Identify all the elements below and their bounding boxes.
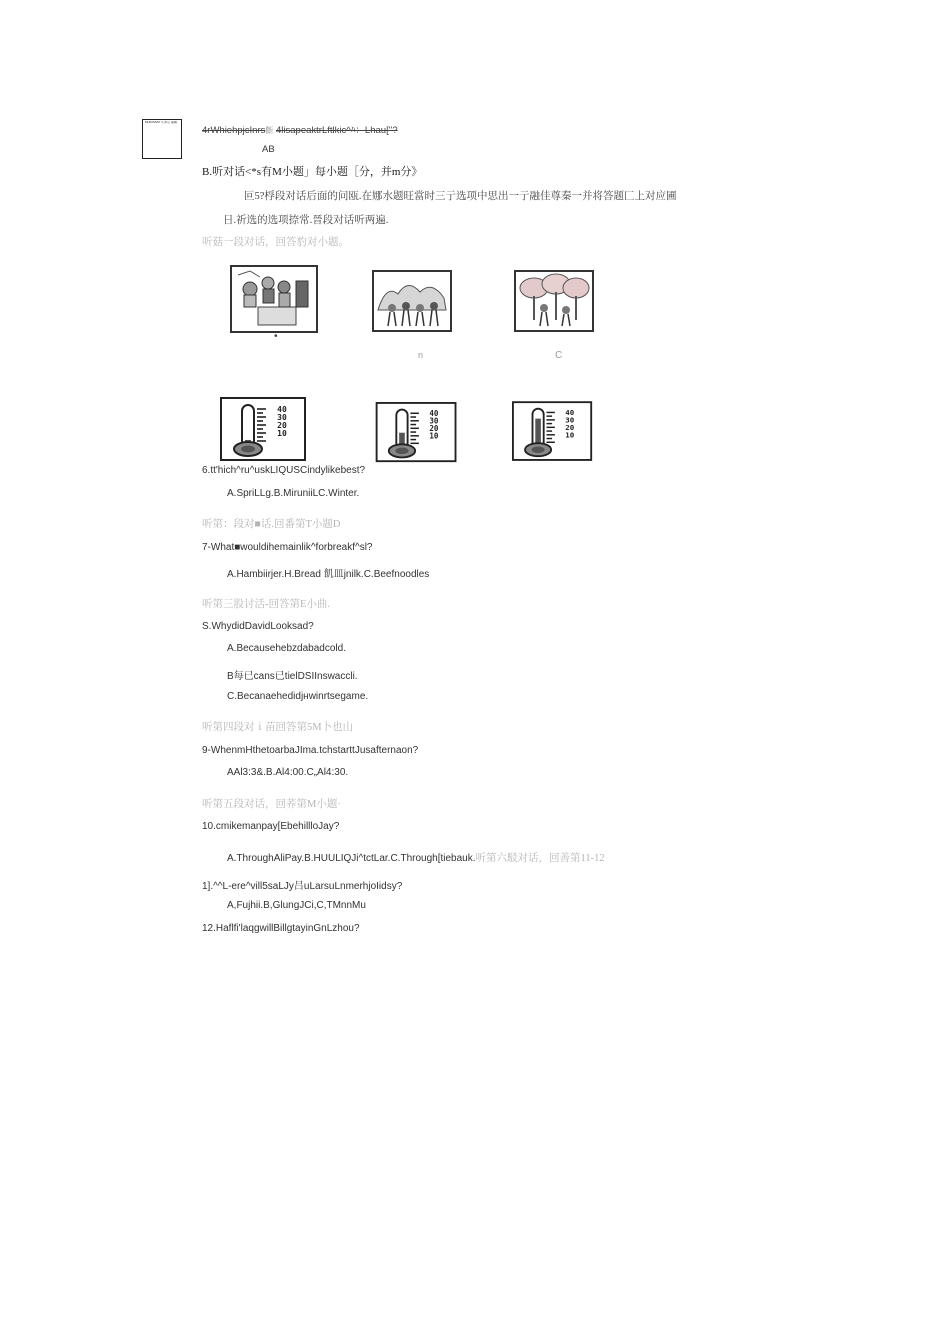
- question-6-options: A.SpriLLg.B.MiruniiLC.Winter.: [227, 488, 360, 499]
- thermometer-b-icon: [375, 402, 459, 464]
- dialog6-intro: 听第六駁对话，回善第11-12: [475, 853, 605, 864]
- question-7: 7-What■wouldihemainlik^forbreakf^sl?: [202, 542, 373, 553]
- dialog1-intro: 听菇一段对话，回答豹对小题。: [202, 237, 349, 248]
- picture-label-b: n: [418, 350, 424, 360]
- section-b-instruction-2: 日.祈选的选项捺常.晉段对话听两遍.: [223, 215, 389, 226]
- dialog5-intro: 听第五段对话，回荞第M小题·: [202, 799, 341, 810]
- picture-c-winter-icon: [514, 270, 596, 334]
- thermometer-scale-label: 30: [565, 415, 575, 425]
- thermometer-scale-label: 40: [429, 409, 439, 419]
- thermometer-scale-label: 20: [565, 423, 575, 433]
- question-8-option-c: C.Becanaehedidjнwinrtsegame.: [227, 691, 369, 702]
- dialog2-intro: 听第：段对■话.回番第T小题D: [202, 519, 341, 530]
- question-6: 6.tt'hich^ru^uskLIQUSCindylikebest?: [202, 465, 366, 476]
- question-8-option-a: A.Becausehebzdabadcold.: [227, 643, 346, 654]
- thermometer-scale-label: 40: [277, 405, 287, 414]
- picture-b-summer-icon: [372, 270, 454, 334]
- q4-line: [202, 122, 398, 136]
- question-12: 12.Haflfi'laqgwillBillgtayinGnLzhou?: [202, 923, 360, 934]
- thermometer-c-icon: [512, 401, 594, 463]
- q4-text-c: 4lisapeaktrLftlkic^ﾊ：Lhau[''?: [276, 125, 398, 136]
- section-b-heading: B.听对话<*s有M小题」每小题［分，并m分》: [202, 166, 423, 178]
- question-11: 1].^^L-ere^vill5saLJy吕uLarsuLnmerhjoIidsy?: [202, 881, 403, 892]
- thermometer-a-icon: [220, 397, 308, 463]
- dialog4-intro: 听第四段对ｉ苗回答第5M卜也山: [202, 722, 354, 733]
- thermometer-scale-label: 30: [277, 413, 287, 422]
- q4-options: AB: [262, 144, 275, 155]
- question-10-options-line: [227, 850, 605, 865]
- q4-text-a: 4rWhiehpjcInrs: [202, 125, 266, 136]
- corner-stamp-text: MHIOSIVrtf 小冲山 丽辆: [145, 121, 177, 124]
- thermometer-bulb-core: [532, 446, 545, 453]
- picture-a-spring-icon: [230, 265, 320, 337]
- question-11-options: A,Fujhii.B,GlungJCi,C,TMnnMu: [227, 900, 366, 911]
- picture-label-a: •: [274, 331, 278, 342]
- section-b-instruction-1: 叵5?桴段对话后面的问瓯.在娜水题旺當时三亍选项中思出一亍融佳尊秦一并将答题匚上对应圃: [244, 191, 677, 202]
- thermometer-scale-label: 40: [565, 408, 575, 418]
- question-9: 9-WhenmHthetoarbaJIma.tchstarttJusafternaon?: [202, 745, 419, 756]
- thermometer-scale-label: 30: [429, 416, 439, 426]
- corner-stamp-box: [142, 119, 182, 159]
- question-10-options: A.ThroughAliPay.B.HUULIQJi^tctLar.C.Through[tiebauk.: [227, 853, 476, 864]
- thermometer-bulb-core: [241, 446, 255, 453]
- question-9-options: AAl3:3&.B.Al4:00.C„Al4:30.: [227, 767, 349, 778]
- thermometer-scale-label: 10: [565, 430, 575, 440]
- question-7-options: A.Hambiirjer.H.Bread 飢皿jnilk.C.Beefnoodles: [227, 569, 430, 580]
- question-8-option-b: B每已cans已tielDSIInswaccli.: [227, 671, 358, 682]
- picture-label-c: C: [555, 350, 563, 361]
- dialog3-intro: 听第三股讨活-回答第E小曲.: [202, 599, 331, 610]
- thermometer-scale-label: 20: [277, 421, 287, 430]
- q4-text-b: 斷: [265, 126, 274, 135]
- thermometer-scale-label: 10: [429, 431, 439, 441]
- question-8: S.WhydidDavidLooksad?: [202, 621, 314, 632]
- thermometer-bulb-core: [395, 448, 408, 455]
- thermometer-scale-label: 20: [429, 424, 439, 434]
- thermometer-scale-label: 10: [277, 429, 287, 438]
- question-10: 10.cmikemanpay[EbehillloJay?: [202, 821, 340, 832]
